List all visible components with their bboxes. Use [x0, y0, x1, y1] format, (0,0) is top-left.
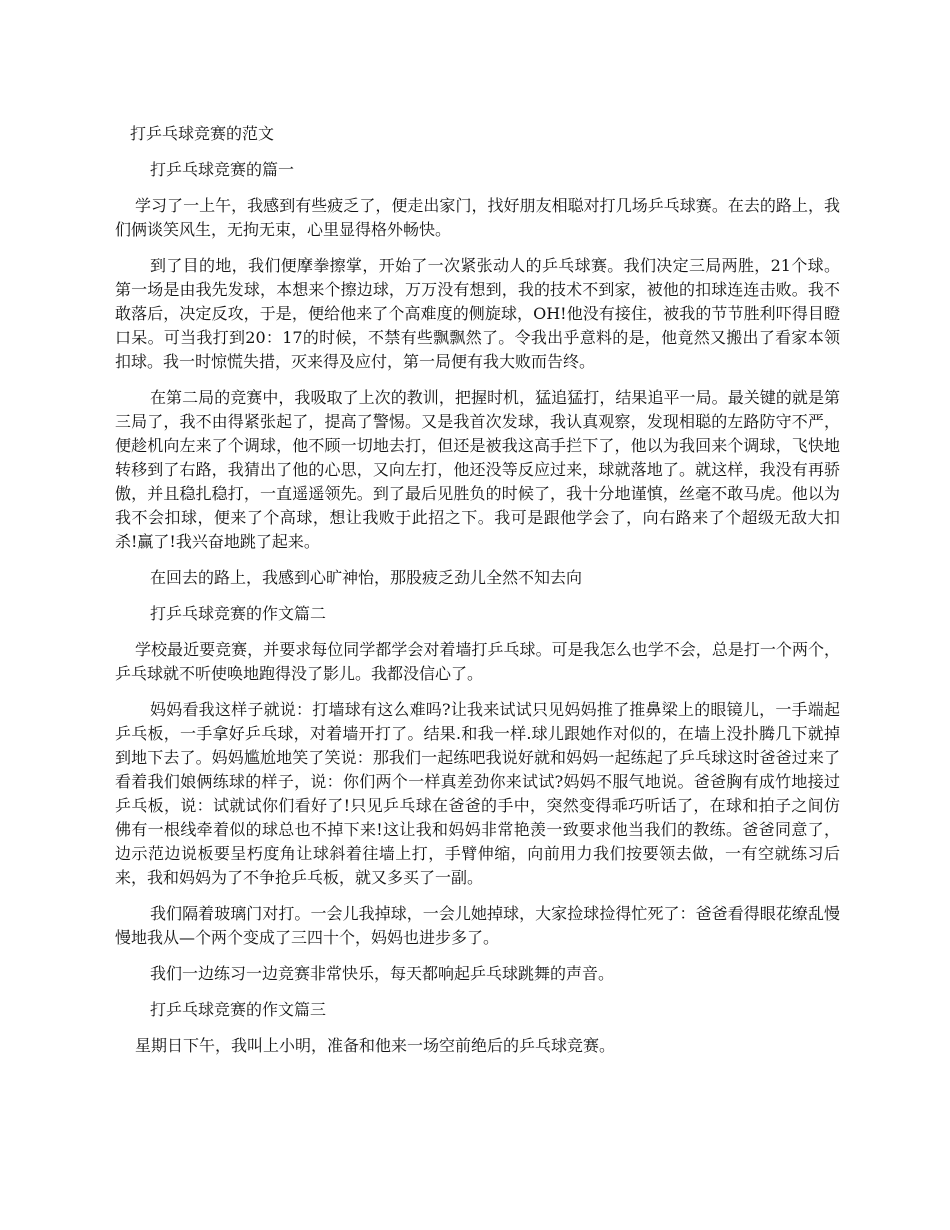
paragraph-7: 我们隔着玻璃门对打。一会儿我掉球，一会儿她掉球，大家捡球捡得忙死了：爸爸看得眼花缭乱慢慢地我从—个两个变成了三四十个，妈妈也进步多了。	[115, 904, 840, 947]
document-body	[115, 122, 840, 1070]
section-heading-3: 打乒乓球竞赛的作文篇三	[150, 1000, 327, 1019]
section-heading-1: 打乒乓球竞赛的篇一	[150, 160, 295, 179]
paragraph-1: 学习了一上午，我感到有些疲乏了，便走出家门，找好朋友相聪对打几场乒乓球赛。在去的路上，我们俩谈笑风生，无拘无束，心里显得格外畅快。	[115, 196, 840, 239]
section-heading-2: 打乒乓球竞赛的作文篇二	[150, 604, 327, 623]
paragraph-4: 在回去的路上，我感到心旷神怡，那股疲乏劲儿全然不知去向	[150, 568, 583, 587]
paragraph-3: 在第二局的竞赛中，我吸取了上次的教训，把握时机，猛追猛打，结果追平一局。最关键的就是第三局了，我不由得紧张起了，提高了警惕。又是我首次发球，我认真观察，发现相聪的左路防守不严，便趁机向左来了个调球，他不顾一切地去打，但还是被我这高手拦下了，他以为我回来个调球，飞快地转移到了右路，我猜出了他的心思，又向左打，他还没等反应过来，球就落地了。就这样，我没有再骄傲，并且稳扎稳打，一直遥遥领先。到了最后见胜负的时候了，我十分地谨慎，丝毫不敢马虎。他以为我不会扣球，便来了个高球，想让我败于此招之下。我可是跟他学会了，向右路来了个超级无敌大扣杀!赢了!我兴奋地跳了起来。	[115, 388, 840, 551]
paragraph-6: 妈妈看我这样子就说：打墙球有这么难吗?让我来试试只见妈妈推了推鼻梁上的眼镜儿，一手端起乒乓板，一手拿好乒乓球，对着墙开打了。结果.和我一样.球儿跟她作对似的，在墙上没扑腾几下就掉到地下去了。妈妈尴尬地笑了笑说：那我们一起练吧我说好就和妈妈一起练起了乒乓球这时爸爸过来了看着我们娘俩练球的样子，说：你们两个一样真差劲你来试试?妈妈不服气地说。爸爸胸有成竹地接过乒乓板，说：试就试你们看好了!只见乒乓球在爸爸的手中，突然变得乖巧听话了，在球和拍子之间仿佛有一根线牵着似的球总也不掉下来!这让我和妈妈非常艳羡一致要求他当我们的教练。爸爸同意了，边示范边说板要呈朽度角让球斜着往墙上打，手臂伸缩，向前用力我们按要领去做，一有空就练习后来，我和妈妈为了不争抢乒乓板，就又多买了一副。	[115, 700, 840, 887]
paragraph-9: 星期日下午，我叫上小明，准备和他来一场空前绝后的乒乓球竞赛。	[135, 1036, 616, 1055]
paragraph-2: 到了目的地，我们便摩拳擦掌，开始了一次紧张动人的乒乓球赛。我们决定三局两胜，21个球。第一场是由我先发球，本想来个擦边球，万万没有想到，我的技术不到家，被他的扣球连连击败。我不敢落后，决定反攻，于是，便给他来了个高难度的侧旋球，OH!他没有接住，被我的节节胜利吓得目瞪口呆。可当我打到20：17的时候，不禁有些飘飘然了。令我出乎意料的是，他竟然又搬出了看家本领扣球。我一时惊慌失措，灭来得及应付，第一局便有我大败而告终。	[115, 256, 840, 371]
document-title: 打乒乓球竞赛的范文	[130, 124, 275, 143]
paragraph-8: 我们一边练习一边竞赛非常快乐，每天都响起乒乓球跳舞的声音。	[150, 964, 615, 983]
paragraph-5: 学校最近要竞赛，并要求每位同学都学会对着墙打乒乓球。可是我怎么也学不会，总是打一个两个，乒乓球就不听使唤地跑得没了影儿。我都没信心了。	[115, 640, 840, 683]
